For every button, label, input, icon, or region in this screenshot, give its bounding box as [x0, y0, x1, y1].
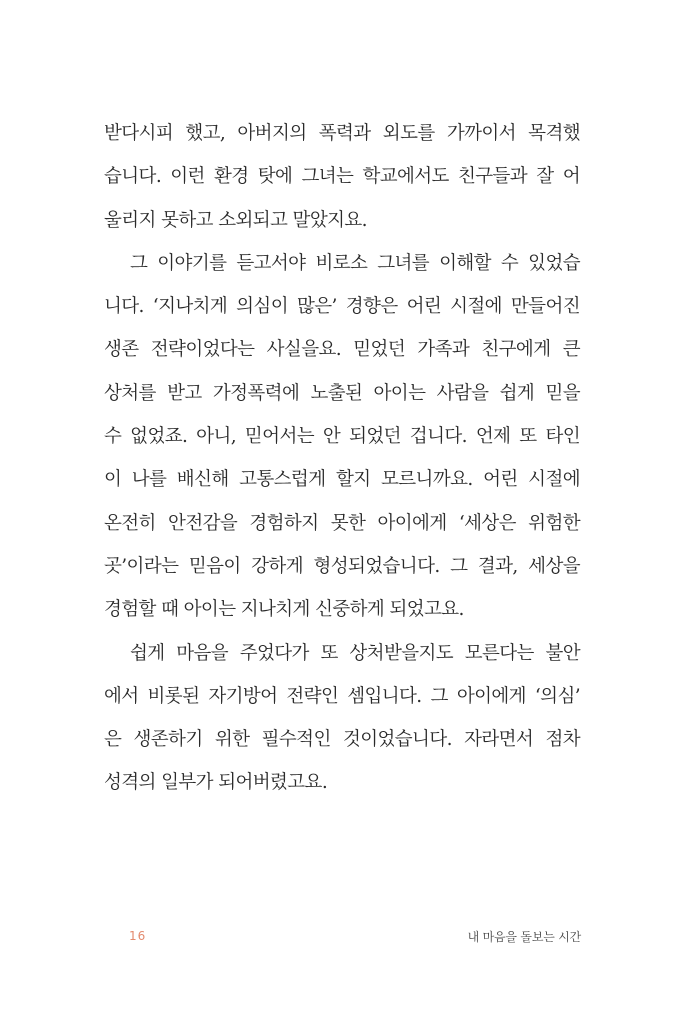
- text-line: 성격의 일부가 되어버렸고요.: [104, 772, 328, 794]
- page-number: 16: [129, 929, 147, 943]
- text-line: 니다. ‘지나치게 의심이 많은’ 경향은 어린 시절에 만들어진: [104, 296, 580, 318]
- text-line: 은 생존하기 위한 필수적인 것이었습니다. 자라면서 점차: [104, 729, 580, 751]
- body-text: [104, 112, 580, 805]
- paragraph-start-line: 그 이야기를 듣고서야 비로소 그녀를 이해할 수 있었습: [130, 252, 580, 274]
- text-line: 생존 전략이었다는 사실을요. 믿었던 가족과 친구에게 큰: [104, 339, 580, 361]
- text-line: 울리지 못하고 소외되고 말았지요.: [104, 209, 367, 231]
- text-line: 수 없었죠. 아니, 믿어서는 안 되었던 겁니다. 언제 또 타인: [104, 426, 580, 448]
- text-line: 이 나를 배신해 고통스럽게 할지 모르니까요. 어린 시절에: [104, 469, 580, 491]
- text-line: 곳’이라는 믿음이 강하게 형성되었습니다. 그 결과, 세상을: [104, 555, 580, 577]
- running-footer-title: 내 마음을 돌보는 시간: [467, 930, 581, 944]
- text-line: 상처를 받고 가정폭력에 노출된 아이는 사람을 쉽게 믿을: [104, 382, 580, 404]
- text-line: 온전히 안전감을 경험하지 못한 아이에게 ‘세상은 위험한: [104, 512, 580, 534]
- text-line: 습니다. 이런 환경 탓에 그녀는 학교에서도 친구들과 잘 어: [104, 166, 580, 188]
- text-line: 에서 비롯된 자기방어 전략인 셈입니다. 그 아이에게 ‘의심’: [104, 685, 580, 707]
- paragraph-start-line: 쉽게 마음을 주었다가 또 상처받을지도 모른다는 불안: [130, 642, 580, 664]
- text-line: 받다시피 했고, 아버지의 폭력과 외도를 가까이서 목격했: [104, 123, 580, 144]
- text-line: 경험할 때 아이는 지나치게 신중하게 되었고요.: [104, 599, 464, 621]
